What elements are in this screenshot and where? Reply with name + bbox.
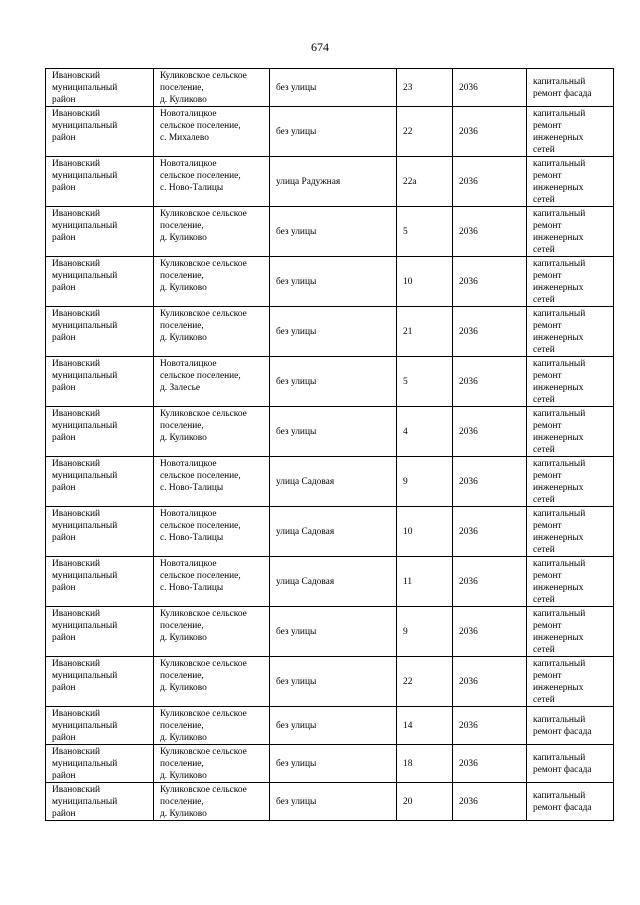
work-type-cell	[527, 257, 614, 307]
district-cell	[46, 783, 154, 821]
district-line: Ивановский	[52, 459, 101, 469]
district-line: район	[52, 333, 76, 343]
work-type-line: ремонт	[533, 671, 562, 681]
settlement-line: поселение,	[160, 671, 204, 681]
year-cell: 2036	[453, 507, 527, 557]
work-type-line: инженерных	[533, 583, 584, 593]
district-line: район	[52, 583, 76, 593]
work-type-cell	[527, 707, 614, 745]
street-cell: улица Садовая	[270, 457, 397, 507]
district-cell	[46, 507, 154, 557]
street-cell: без улицы	[270, 257, 397, 307]
district-line: район	[52, 771, 76, 781]
district-line: Ивановский	[52, 209, 101, 219]
work-type-line: ремонт фасада	[533, 727, 592, 737]
work-type-line: инженерных	[533, 383, 584, 393]
work-type-line: инженерных	[533, 483, 584, 493]
settlement-cell	[154, 307, 270, 357]
work-type-line: ремонт	[533, 121, 562, 131]
street-cell: без улицы	[270, 707, 397, 745]
settlement-line: с. Ново-Талицы	[160, 483, 224, 493]
work-type-line: капитальный	[533, 791, 586, 801]
settlement-cell	[154, 457, 270, 507]
settlement-line: д. Куликово	[160, 733, 207, 743]
district-line: Ивановский	[52, 609, 101, 619]
work-type-cell	[527, 157, 614, 207]
table-row	[46, 107, 614, 157]
table-row	[46, 157, 614, 207]
district-cell	[46, 357, 154, 407]
house-number-cell: 5	[397, 207, 453, 257]
register-table-body	[46, 69, 614, 821]
district-line: Ивановский	[52, 309, 101, 319]
settlement-line: Новоталицкое	[160, 559, 217, 569]
table-row	[46, 745, 614, 783]
street-cell: без улицы	[270, 607, 397, 657]
work-type-line: ремонт	[533, 171, 562, 181]
district-line: район	[52, 183, 76, 193]
register-table	[45, 68, 614, 821]
work-type-cell	[527, 357, 614, 407]
district-line: муниципальный	[52, 221, 118, 231]
work-type-line: инженерных	[533, 683, 584, 693]
work-type-line: капитальный	[533, 659, 586, 669]
work-type-cell	[527, 783, 614, 821]
district-line: Ивановский	[52, 709, 101, 719]
house-number-cell: 18	[397, 745, 453, 783]
district-line: район	[52, 433, 76, 443]
district-line: Ивановский	[52, 747, 101, 757]
work-type-line: сетей	[533, 695, 555, 705]
work-type-line: инженерных	[533, 133, 584, 143]
work-type-line: инженерных	[533, 183, 584, 193]
year-cell: 2036	[453, 457, 527, 507]
house-number-cell: 23	[397, 69, 453, 107]
street-cell: без улицы	[270, 357, 397, 407]
street-cell: без улицы	[270, 69, 397, 107]
district-cell	[46, 157, 154, 207]
district-line: район	[52, 533, 76, 543]
house-number-cell: 14	[397, 707, 453, 745]
work-type-line: капитальный	[533, 459, 586, 469]
settlement-line: поселение,	[160, 759, 204, 769]
district-line: район	[52, 633, 76, 643]
settlement-line: Новоталицкое	[160, 109, 217, 119]
house-number-cell: 11	[397, 557, 453, 607]
settlement-line: Куликовское сельское	[160, 709, 247, 719]
settlement-cell	[154, 657, 270, 707]
settlement-line: поселение,	[160, 221, 204, 231]
work-type-line: сетей	[533, 295, 555, 305]
street-cell: без улицы	[270, 657, 397, 707]
settlement-line: д. Куликово	[160, 771, 207, 781]
table-row	[46, 357, 614, 407]
work-type-line: ремонт фасада	[533, 765, 592, 775]
settlement-line: Куликовское сельское	[160, 747, 247, 757]
settlement-cell	[154, 557, 270, 607]
work-type-line: сетей	[533, 195, 555, 205]
work-type-line: ремонт фасада	[533, 89, 592, 99]
settlement-line: сельское поселение,	[160, 571, 241, 581]
work-type-cell	[527, 607, 614, 657]
work-type-line: ремонт	[533, 271, 562, 281]
district-cell	[46, 407, 154, 457]
house-number-cell: 9	[397, 457, 453, 507]
settlement-line: поселение,	[160, 271, 204, 281]
work-type-cell	[527, 107, 614, 157]
work-type-line: сетей	[533, 395, 555, 405]
house-number-cell: 20	[397, 783, 453, 821]
street-cell: без улицы	[270, 407, 397, 457]
table-row	[46, 507, 614, 557]
settlement-line: Куликовское сельское	[160, 609, 247, 619]
district-line: муниципальный	[52, 121, 118, 131]
house-number-cell: 10	[397, 257, 453, 307]
settlement-line: поселение,	[160, 421, 204, 431]
settlement-line: сельское поселение,	[160, 471, 241, 481]
settlement-cell	[154, 107, 270, 157]
work-type-line: сетей	[533, 645, 555, 655]
street-cell: улица Садовая	[270, 557, 397, 607]
district-line: муниципальный	[52, 797, 118, 807]
house-number-cell: 4	[397, 407, 453, 457]
district-line: район	[52, 95, 76, 105]
district-line: Ивановский	[52, 509, 101, 519]
table-row	[46, 657, 614, 707]
work-type-line: сетей	[533, 595, 555, 605]
year-cell: 2036	[453, 357, 527, 407]
settlement-cell	[154, 157, 270, 207]
settlement-line: сельское поселение,	[160, 371, 241, 381]
table-row	[46, 257, 614, 307]
settlement-line: сельское поселение,	[160, 121, 241, 131]
work-type-line: ремонт	[533, 521, 562, 531]
settlement-line: д. Куликово	[160, 683, 207, 693]
year-cell: 2036	[453, 607, 527, 657]
work-type-line: капитальный	[533, 359, 586, 369]
settlement-line: с. Ново-Талицы	[160, 533, 224, 543]
street-cell: улица Садовая	[270, 507, 397, 557]
year-cell: 2036	[453, 557, 527, 607]
settlement-line: Новоталицкое	[160, 359, 217, 369]
house-number-cell: 5	[397, 357, 453, 407]
district-line: муниципальный	[52, 621, 118, 631]
work-type-line: капитальный	[533, 309, 586, 319]
settlement-line: поселение,	[160, 721, 204, 731]
district-line: муниципальный	[52, 371, 118, 381]
work-type-line: капитальный	[533, 209, 586, 219]
settlement-cell	[154, 69, 270, 107]
work-type-line: сетей	[533, 445, 555, 455]
district-line: муниципальный	[52, 83, 118, 93]
year-cell: 2036	[453, 745, 527, 783]
settlement-line: д. Залесье	[160, 383, 201, 393]
settlement-cell	[154, 257, 270, 307]
street-cell: без улицы	[270, 307, 397, 357]
settlement-line: Куликовское сельское	[160, 209, 247, 219]
work-type-cell	[527, 207, 614, 257]
work-type-line: капитальный	[533, 159, 586, 169]
settlement-line: поселение,	[160, 621, 204, 631]
work-type-line: капитальный	[533, 109, 586, 119]
district-line: Ивановский	[52, 259, 101, 269]
work-type-line: сетей	[533, 245, 555, 255]
district-cell	[46, 207, 154, 257]
work-type-cell	[527, 307, 614, 357]
settlement-line: поселение,	[160, 797, 204, 807]
work-type-cell	[527, 407, 614, 457]
street-cell: без улицы	[270, 207, 397, 257]
district-line: район	[52, 733, 76, 743]
work-type-line: инженерных	[533, 283, 584, 293]
work-type-cell	[527, 557, 614, 607]
work-type-line: сетей	[533, 345, 555, 355]
settlement-line: с. Михалево	[160, 133, 209, 143]
district-line: район	[52, 233, 76, 243]
district-line: Ивановский	[52, 659, 101, 669]
work-type-line: ремонт	[533, 371, 562, 381]
year-cell: 2036	[453, 257, 527, 307]
district-line: Ивановский	[52, 71, 101, 81]
settlement-line: сельское поселение,	[160, 521, 241, 531]
work-type-line: инженерных	[533, 233, 584, 243]
district-line: муниципальный	[52, 421, 118, 431]
work-type-cell	[527, 457, 614, 507]
year-cell: 2036	[453, 407, 527, 457]
work-type-cell	[527, 657, 614, 707]
district-line: муниципальный	[52, 721, 118, 731]
work-type-line: ремонт	[533, 321, 562, 331]
settlement-line: с. Ново-Талицы	[160, 583, 224, 593]
district-cell	[46, 607, 154, 657]
year-cell: 2036	[453, 69, 527, 107]
district-line: муниципальный	[52, 271, 118, 281]
table-row	[46, 407, 614, 457]
settlement-line: д. Куликово	[160, 95, 207, 105]
year-cell: 2036	[453, 657, 527, 707]
work-type-line: инженерных	[533, 333, 584, 343]
table-row	[46, 707, 614, 745]
district-line: Ивановский	[52, 109, 101, 119]
settlement-cell	[154, 607, 270, 657]
settlement-line: д. Куликово	[160, 809, 207, 819]
district-line: район	[52, 683, 76, 693]
work-type-line: сетей	[533, 495, 555, 505]
work-type-line: ремонт фасада	[533, 803, 592, 813]
settlement-line: поселение,	[160, 321, 204, 331]
district-line: муниципальный	[52, 321, 118, 331]
table-row	[46, 607, 614, 657]
district-line: муниципальный	[52, 571, 118, 581]
district-cell	[46, 707, 154, 745]
settlement-cell	[154, 745, 270, 783]
settlement-line: Новоталицкое	[160, 459, 217, 469]
settlement-line: Куликовское сельское	[160, 309, 247, 319]
settlement-line: с. Ново-Талицы	[160, 183, 224, 193]
settlement-line: Новоталицкое	[160, 509, 217, 519]
settlement-cell	[154, 783, 270, 821]
work-type-line: капитальный	[533, 559, 586, 569]
district-cell	[46, 257, 154, 307]
settlement-line: Куликовское сельское	[160, 409, 247, 419]
work-type-line: капитальный	[533, 409, 586, 419]
work-type-cell	[527, 69, 614, 107]
table-row	[46, 207, 614, 257]
year-cell: 2036	[453, 307, 527, 357]
house-number-cell: 10	[397, 507, 453, 557]
district-cell	[46, 69, 154, 107]
work-type-line: инженерных	[533, 533, 584, 543]
street-cell: улица Радужная	[270, 157, 397, 207]
settlement-line: Куликовское сельское	[160, 71, 247, 81]
district-line: район	[52, 809, 76, 819]
year-cell: 2036	[453, 783, 527, 821]
work-type-line: ремонт	[533, 221, 562, 231]
work-type-line: ремонт	[533, 471, 562, 481]
street-cell: без улицы	[270, 745, 397, 783]
work-type-cell	[527, 745, 614, 783]
settlement-line: д. Куликово	[160, 283, 207, 293]
street-cell: без улицы	[270, 783, 397, 821]
work-type-cell	[527, 507, 614, 557]
settlement-line: поселение,	[160, 83, 204, 93]
house-number-cell: 22а	[397, 157, 453, 207]
house-number-cell: 22	[397, 107, 453, 157]
district-line: Ивановский	[52, 559, 101, 569]
district-line: Ивановский	[52, 159, 101, 169]
house-number-cell: 9	[397, 607, 453, 657]
settlement-cell	[154, 207, 270, 257]
settlement-line: сельское поселение,	[160, 171, 241, 181]
district-cell	[46, 107, 154, 157]
work-type-line: инженерных	[533, 433, 584, 443]
settlement-line: д. Куликово	[160, 233, 207, 243]
settlement-line: д. Куликово	[160, 433, 207, 443]
year-cell: 2036	[453, 707, 527, 745]
settlement-line: Куликовское сельское	[160, 659, 247, 669]
work-type-line: капитальный	[533, 509, 586, 519]
settlement-cell	[154, 407, 270, 457]
work-type-line: капитальный	[533, 259, 586, 269]
settlement-line: Новоталицкое	[160, 159, 217, 169]
work-type-line: сетей	[533, 545, 555, 555]
year-cell: 2036	[453, 157, 527, 207]
district-line: муниципальный	[52, 471, 118, 481]
settlement-line: Куликовское сельское	[160, 785, 247, 795]
work-type-line: капитальный	[533, 715, 586, 725]
settlement-cell	[154, 357, 270, 407]
page-number: 674	[311, 40, 329, 54]
district-line: район	[52, 483, 76, 493]
district-cell	[46, 307, 154, 357]
work-type-line: инженерных	[533, 633, 584, 643]
settlement-line: д. Куликово	[160, 333, 207, 343]
year-cell: 2036	[453, 207, 527, 257]
district-line: муниципальный	[52, 671, 118, 681]
settlement-cell	[154, 507, 270, 557]
district-line: муниципальный	[52, 759, 118, 769]
work-type-line: ремонт	[533, 621, 562, 631]
work-type-line: ремонт	[533, 571, 562, 581]
district-line: муниципальный	[52, 171, 118, 181]
street-cell: без улицы	[270, 107, 397, 157]
settlement-line: д. Куликово	[160, 633, 207, 643]
work-type-line: капитальный	[533, 609, 586, 619]
district-cell	[46, 457, 154, 507]
work-type-line: ремонт	[533, 421, 562, 431]
settlement-line: Куликовское сельское	[160, 259, 247, 269]
district-line: район	[52, 283, 76, 293]
district-line: Ивановский	[52, 359, 101, 369]
district-line: Ивановский	[52, 409, 101, 419]
work-type-line: капитальный	[533, 77, 586, 87]
house-number-cell: 21	[397, 307, 453, 357]
work-type-line: сетей	[533, 145, 555, 155]
table-row	[46, 307, 614, 357]
district-cell	[46, 557, 154, 607]
district-cell	[46, 745, 154, 783]
table-row	[46, 557, 614, 607]
district-line: муниципальный	[52, 521, 118, 531]
table-row	[46, 783, 614, 821]
table-row	[46, 69, 614, 107]
district-line: Ивановский	[52, 785, 101, 795]
district-line: район	[52, 383, 76, 393]
year-cell: 2036	[453, 107, 527, 157]
table-row	[46, 457, 614, 507]
house-number-cell: 22	[397, 657, 453, 707]
settlement-cell	[154, 707, 270, 745]
work-type-line: капитальный	[533, 753, 586, 763]
district-cell	[46, 657, 154, 707]
district-line: район	[52, 133, 76, 143]
